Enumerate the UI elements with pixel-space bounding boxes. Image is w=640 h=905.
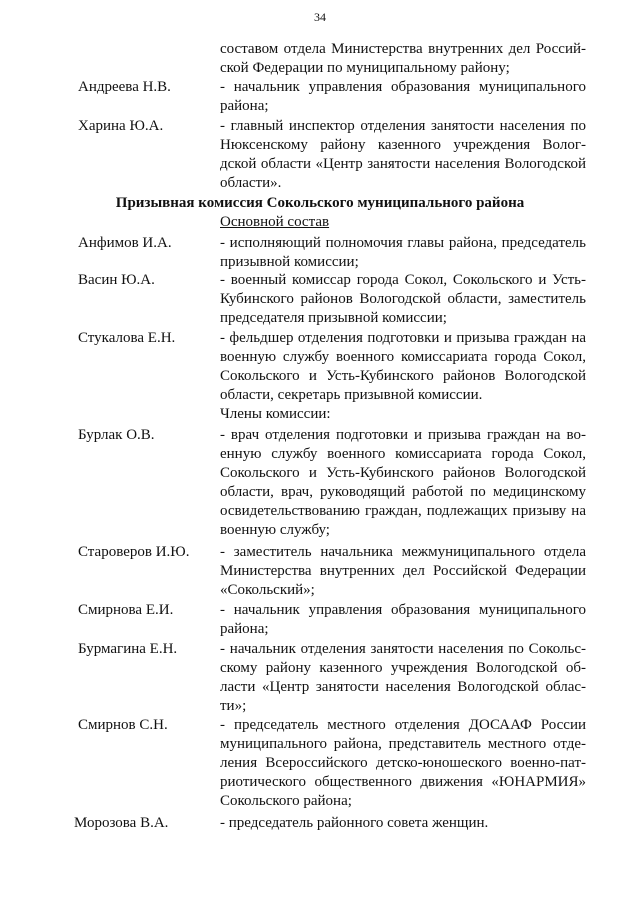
description-line: области, секретарь призывной комиссии. — [220, 387, 483, 403]
description-line: - начальник управления образования муниципального — [220, 79, 586, 95]
member-role — [220, 329, 586, 405]
description-line: области». — [220, 175, 282, 191]
member-role — [220, 543, 586, 600]
description-line: дской области «Центр занятости населения Вологодской — [220, 156, 586, 172]
description-line: - председатель районного совета женщин. — [220, 815, 489, 831]
main-composition-label: Основной состав — [220, 214, 330, 230]
member-name: Харина Ю.А. — [78, 118, 164, 134]
description-line: освидетельствованию граждан, подлежащих призыву на — [220, 503, 586, 519]
description-line: составом отдела Министерства внутренних дел Россий- — [220, 41, 586, 57]
description-line: ления Всероссийского детско-юношеского военно-пат- — [220, 755, 586, 771]
description-line: - врач отделения подготовки и призыва граждан на во- — [220, 427, 586, 443]
description-line: риотического общественного движения «ЮНАРМИЯ» — [220, 774, 586, 790]
page-number: 34 — [314, 10, 326, 24]
member-name: Бурлак О.В. — [78, 427, 155, 443]
description-line: - председатель местного отделения ДОСААФ России — [220, 717, 586, 733]
member-role — [220, 426, 586, 540]
member-name: Бурмагина Е.Н. — [78, 641, 178, 657]
member-name: Андреева Н.В. — [78, 79, 171, 95]
member-role — [220, 601, 586, 639]
description-line: - начальник управления образования муниципального — [220, 602, 586, 618]
member-name: Стукалова Е.Н. — [78, 330, 176, 346]
description-line: области, врач, руководящий работой по медицинскому — [220, 484, 586, 500]
description-line: военную службу; — [220, 522, 330, 538]
description-line: Сокольского и Усть-Кубинского районов Вологодской — [220, 368, 586, 384]
section-title: Призывная комиссия Сокольского муниципального района — [115, 195, 525, 211]
description-line: Сокольского района; — [220, 793, 352, 809]
member-role — [220, 640, 586, 716]
description-line: - фельдшер отделения подготовки и призыва граждан на — [220, 330, 586, 346]
member-role — [220, 117, 586, 193]
member-role — [220, 234, 586, 272]
description-line: - военный комиссар города Сокол, Сокольского и Усть- — [220, 272, 586, 288]
description-line: скому району казенного учреждения Вологодской об- — [220, 660, 586, 676]
description-line: ской Федерации по муниципальному району; — [220, 60, 510, 76]
description-line: - исполняющий полномочия главы района, председатель — [220, 235, 586, 251]
member-name: Васин Ю.А. — [78, 272, 155, 288]
member-name: Анфимов И.А. — [78, 235, 172, 251]
description-line: - начальник отделения занятости населения по Сокольс- — [220, 641, 586, 657]
member-role — [220, 78, 586, 116]
description-line: Министерства внутренних дел Российской Федерации — [220, 563, 586, 579]
member-role — [220, 814, 586, 833]
description-line: Сокольского и Усть-Кубинского районов Вологодской — [220, 465, 586, 481]
description-line: енную службу военного комиссариата города Сокол, — [220, 446, 586, 462]
member-name: Смирнов С.Н. — [78, 717, 168, 733]
description-line: «Сокольский»; — [220, 582, 315, 598]
description-line: военную службу военного комиссариата города Сокол, — [220, 349, 586, 365]
member-name: Морозова В.А. — [74, 815, 169, 831]
member-name: Староверов И.Ю. — [78, 544, 190, 560]
member-name: Смирнова Е.И. — [78, 602, 174, 618]
description-line: призывной комиссии; — [220, 254, 359, 270]
description-line: района; — [220, 98, 269, 114]
description-line: Нюксенскому району казенного учреждения Волог- — [220, 137, 586, 153]
description-line: ти»; — [220, 698, 247, 714]
member-role — [220, 716, 586, 811]
intro-description — [220, 40, 586, 78]
description-line: председателя призывной комиссии; — [220, 310, 447, 326]
description-line: муниципального района, представитель местного отде- — [220, 736, 586, 752]
commission-members-label: Члены комиссии: — [220, 406, 331, 422]
member-role — [220, 271, 586, 328]
description-line: - заместитель начальника межмуниципального отдела — [220, 544, 586, 560]
description-line: - главный инспектор отделения занятости населения по — [220, 118, 586, 134]
description-line: района; — [220, 621, 269, 637]
description-line: Кубинского районов Вологодской области, заместитель — [220, 291, 586, 307]
description-line: ласти «Центр занятости населения Вологодской облас- — [220, 679, 586, 695]
